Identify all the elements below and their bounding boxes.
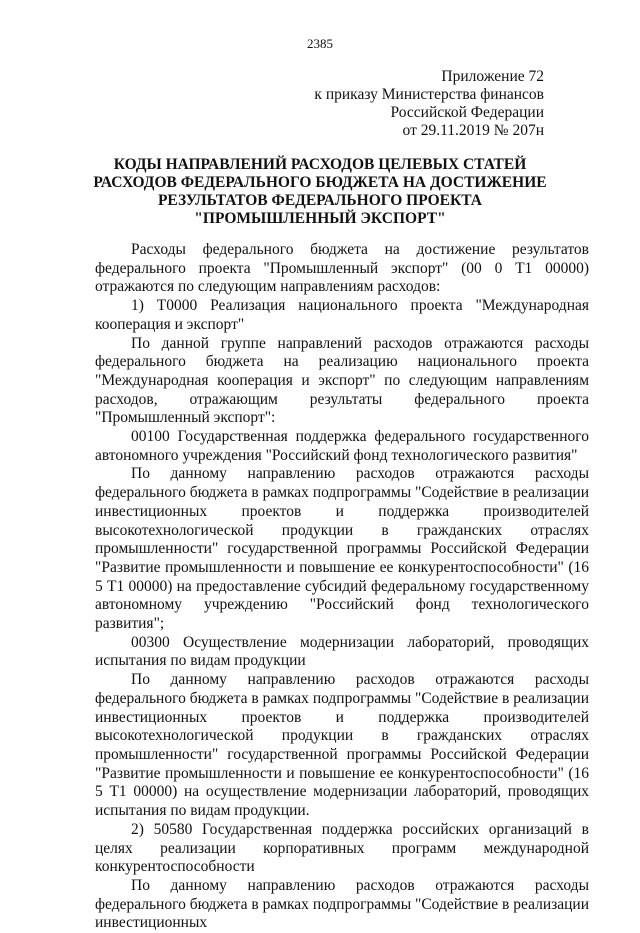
body-paragraph: Расходы федерального бюджета на достижение результатов федерального проекта "Промышленный экспорт" (00 0 Т1 00000) отражаются по следующим направлениям расходов:: [95, 241, 589, 296]
document-title: [64, 156, 576, 228]
appendix-line: от 29.11.2019 № 207н: [402, 122, 544, 139]
title-line: "ПРОМЫШЛЕННЫЙ ЭКСПОРТ": [194, 210, 446, 227]
appendix-line: Приложение 72: [441, 68, 544, 85]
title-line: РЕЗУЛЬТАТОВ ФЕДЕРАЛЬНОГО ПРОЕКТА: [157, 192, 483, 209]
title-line: РАСХОДОВ ФЕДЕРАЛЬНОГО БЮДЖЕТА НА ДОСТИЖЕНИЕ: [93, 174, 547, 191]
document-body: [95, 241, 589, 933]
body-paragraph: По данному направлению расходов отражаются расходы федерального бюджета в рамках подпрограммы "Содействие в реализации инвестиционных: [95, 876, 589, 932]
body-paragraph: 2) 50580 Государственная поддержка российских организаций в целях реализации корпоративных программ международной конкурентоспособности: [95, 820, 589, 876]
appendix-block: [314, 68, 544, 140]
appendix-line: Российской Федерации: [390, 104, 544, 121]
body-paragraph: По данному направлению расходов отражаются расходы федерального бюджета в рамках подпрограммы "Содействие в реализации инвестиционных проектов и поддержка производителей высокотехнологической продукции в гражданских отраслях промышленности" государственной программы Российской Федерации "Развитие промышленности и повышение ее конкурентоспособности" (16 5 Т1 00000) на осуществление модернизации лабораторий, проводящих испытания по видам продукции.: [95, 671, 589, 820]
body-paragraph: По данному направлению расходов отражаются расходы федерального бюджета в рамках подпрограммы "Содействие в реализации инвестиционных проектов и поддержка производителей высокотехнологической продукции в гражданских отраслях промышленности" государственной программы Российской Федерации "Развитие промышленности и повышение ее конкурентоспособности" (16 5 Т1 00000) на предоставление субсидий федеральному государственному автономному учреждению "Российский фонд технологического развития";: [95, 465, 589, 633]
body-paragraph: 00300 Осуществление модернизации лабораторий, проводящих испытания по видам продукции: [95, 633, 589, 670]
body-paragraph: 00100 Государственная поддержка федерального государственного автономного учреждения "Российский фонд технологического развития": [95, 428, 589, 464]
page-number: 2385: [307, 36, 333, 51]
title-line: КОДЫ НАПРАВЛЕНИЙ РАСХОДОВ ЦЕЛЕВЫХ СТАТЕЙ: [113, 156, 527, 173]
appendix-line: к приказу Министерства финансов: [314, 86, 544, 103]
body-paragraph: По данной группе направлений расходов отражаются расходы федерального бюджета на реализацию национального проекта "Международная кооперация и экспорт" по следующим направлениям расходов, отражающим результаты федерального проекта "Промышленный экспорт":: [95, 334, 589, 427]
body-paragraph: 1) Т0000 Реализация национального проекта "Международная кооперация и экспорт": [95, 297, 589, 333]
